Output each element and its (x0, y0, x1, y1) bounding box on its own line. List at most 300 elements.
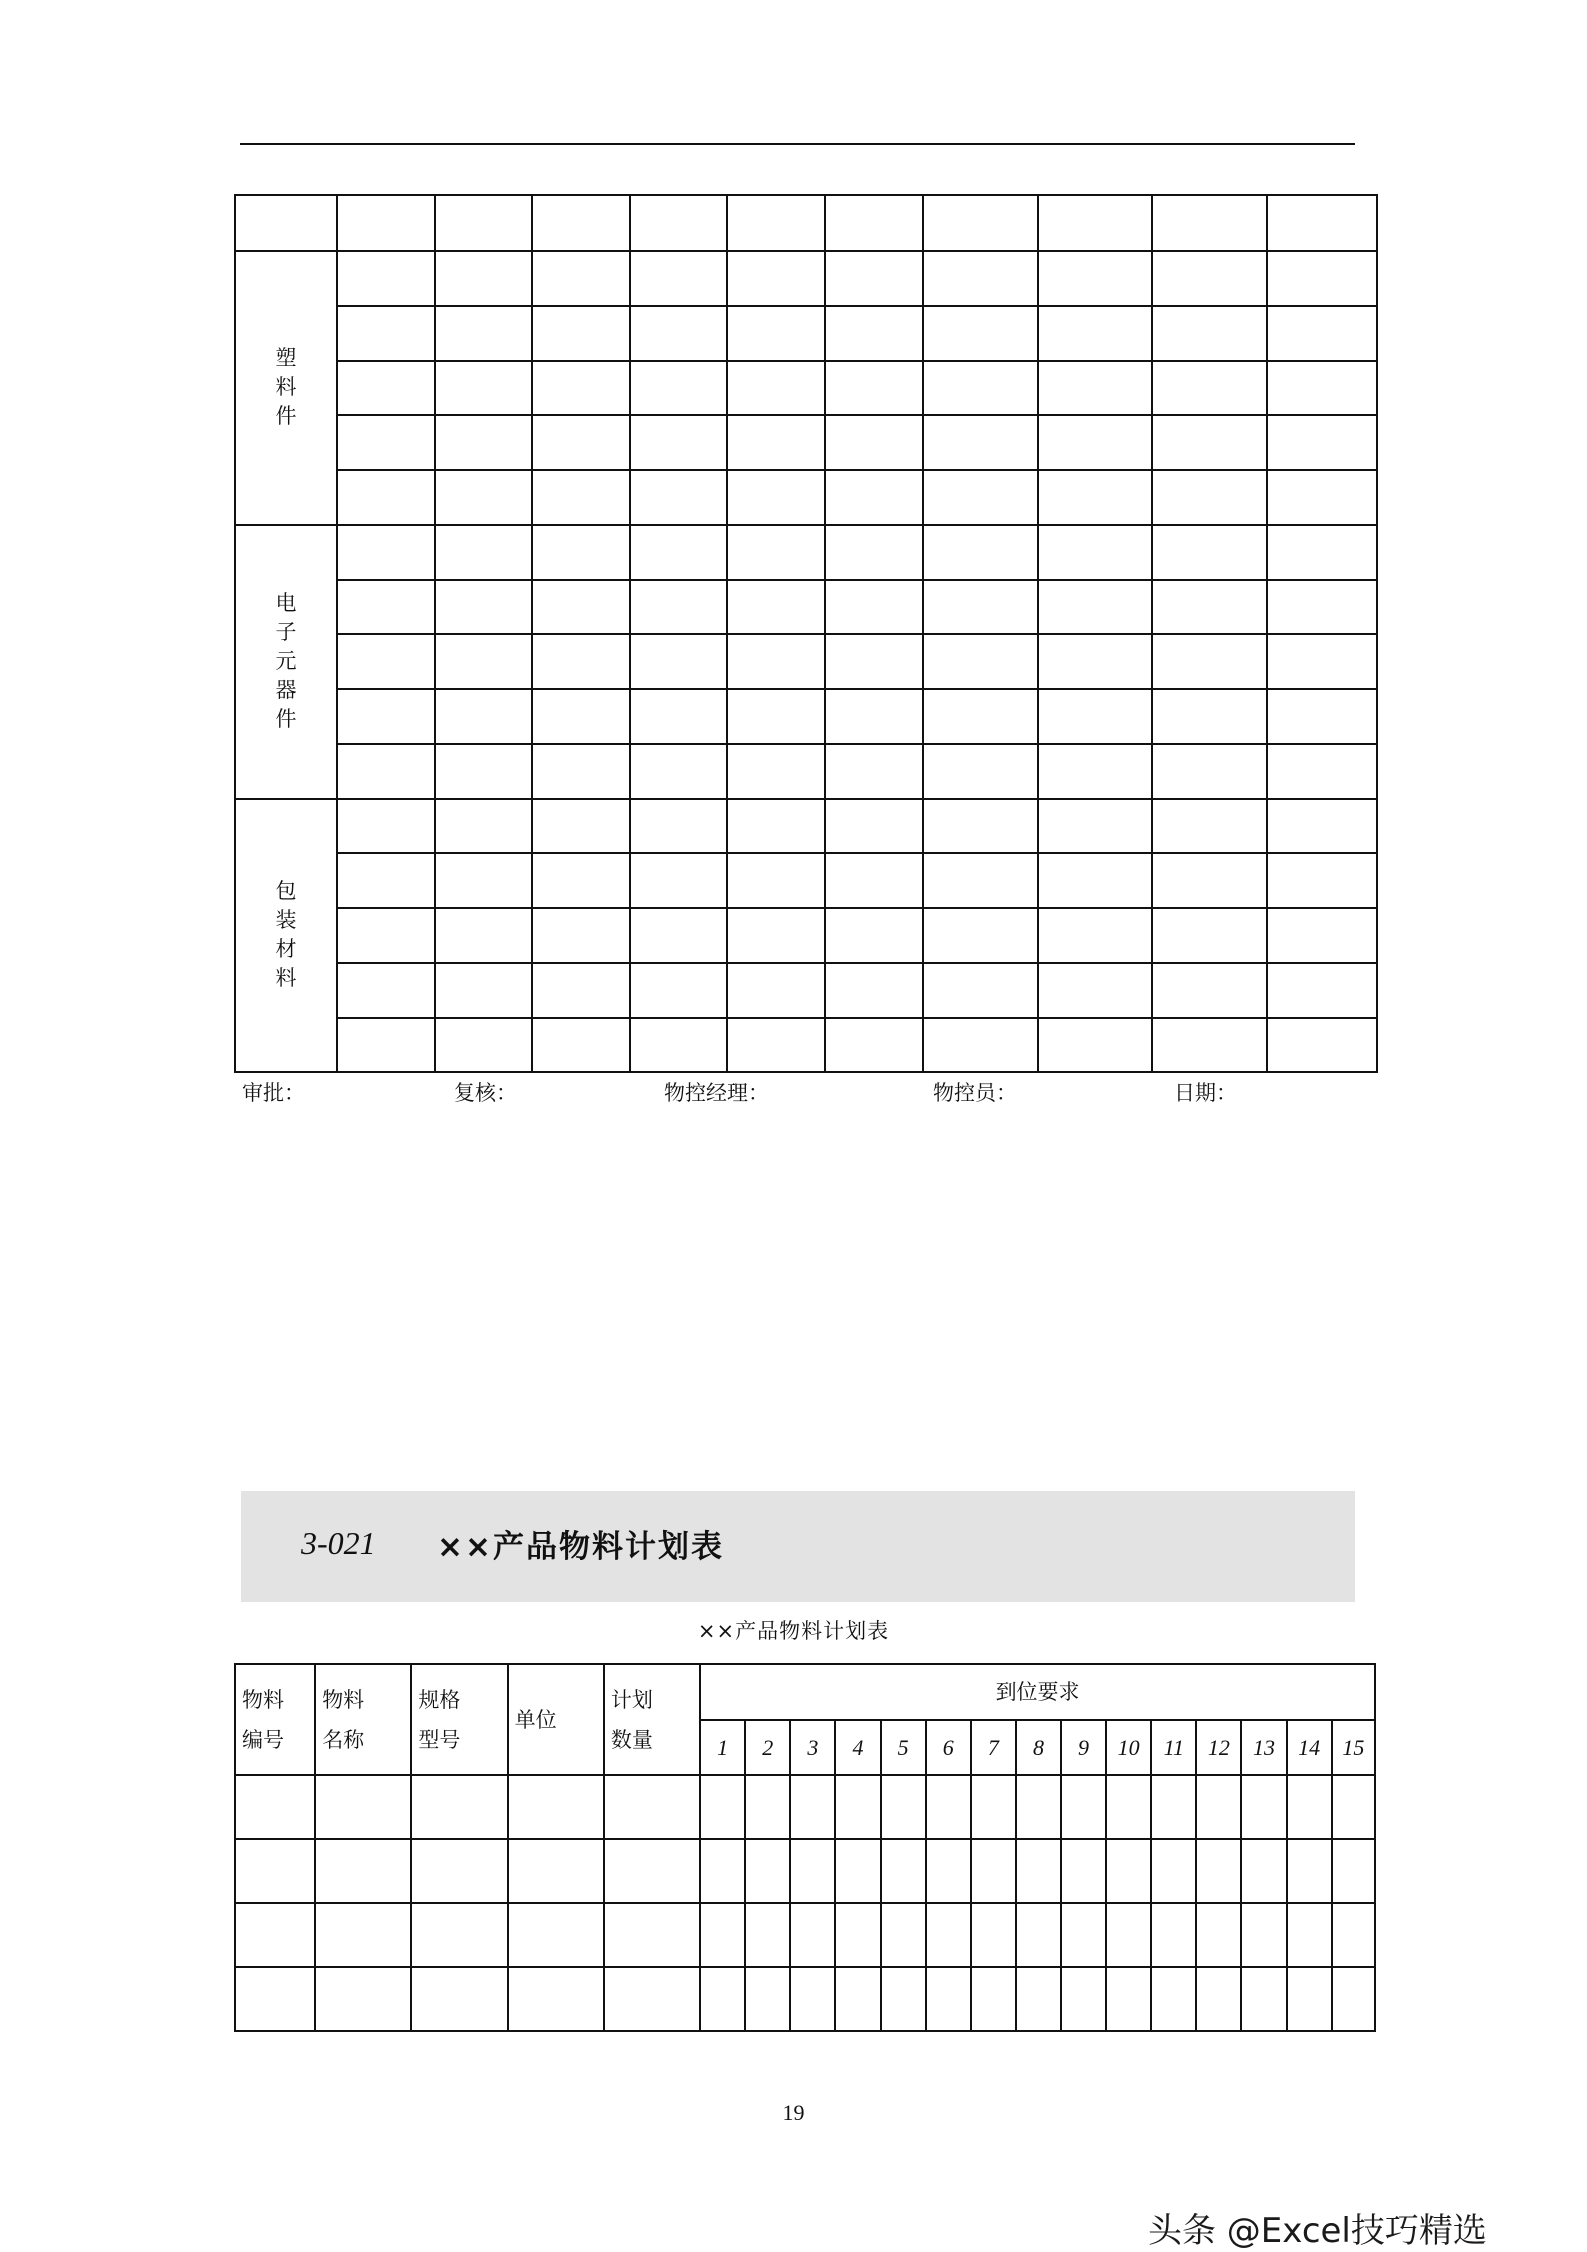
table-cell (745, 1967, 790, 2031)
table-cell (1038, 689, 1152, 744)
table-cell (923, 634, 1038, 689)
table-cell (835, 1775, 880, 1839)
signature-row (0, 1077, 1587, 1109)
table-cell (532, 689, 630, 744)
table-cell (1061, 1775, 1106, 1839)
table-cell (1038, 361, 1152, 416)
table-cell (630, 580, 727, 635)
table-cell (1038, 306, 1152, 361)
table-row (235, 251, 1377, 306)
table-cell (630, 634, 727, 689)
table-cell (1061, 1839, 1106, 1903)
table-cell (1151, 1903, 1196, 1967)
table-cell (1152, 195, 1267, 251)
header-material-no-line1: 物料 (242, 1687, 284, 1712)
table-cell (435, 580, 532, 635)
table-cell (1038, 908, 1152, 963)
table-cell (1267, 1018, 1377, 1073)
table-cell (825, 799, 923, 854)
table-cell (435, 251, 532, 306)
table-cell (337, 1018, 435, 1073)
table-cell (435, 908, 532, 963)
table-cell (1106, 1775, 1151, 1839)
table-cell (315, 1839, 411, 1903)
table-cell (315, 1903, 411, 1967)
table-cell (727, 853, 825, 908)
table-cell (1152, 525, 1267, 580)
table-cell (1241, 1839, 1286, 1903)
table-cell (923, 908, 1038, 963)
table-cell (1152, 853, 1267, 908)
table-cell (1038, 1018, 1152, 1073)
table-cell (1267, 470, 1377, 525)
table-cell (1267, 853, 1377, 908)
table-cell (337, 361, 435, 416)
table-cell (630, 251, 727, 306)
table-cell (1267, 361, 1377, 416)
table-cell (1152, 799, 1267, 854)
table-cell (1267, 689, 1377, 744)
table-cell (700, 1775, 745, 1839)
table-cell (1267, 963, 1377, 1018)
table-cell (1106, 1903, 1151, 1967)
table-cell (630, 525, 727, 580)
table-cell (1267, 306, 1377, 361)
table-cell (315, 1967, 411, 2031)
table-cell (630, 689, 727, 744)
table-row (235, 634, 1377, 689)
table-cell (1106, 1967, 1151, 2031)
table-cell (604, 1903, 700, 1967)
table-cell (532, 470, 630, 525)
header-plan-qty-line1: 计划 (610, 1687, 653, 1712)
table-cell (435, 799, 532, 854)
table-cell (923, 306, 1038, 361)
table-cell (1038, 744, 1152, 799)
header-spec-model (411, 1664, 507, 1775)
category-cell (235, 799, 337, 1073)
header-plan-qty-line2: 数量 (610, 1727, 653, 1752)
table-cell (923, 799, 1038, 854)
table-cell (435, 634, 532, 689)
category-label: 包 装 材 料 (275, 879, 297, 991)
table-cell (604, 1775, 700, 1839)
day-number: 13 (1241, 1720, 1286, 1775)
table-cell (532, 361, 630, 416)
table-cell (923, 853, 1038, 908)
table-cell (435, 744, 532, 799)
table-cell (727, 361, 825, 416)
table-cell (235, 1775, 315, 1839)
day-number: 10 (1106, 1720, 1151, 1775)
table-cell (926, 1839, 971, 1903)
table-cell (1152, 415, 1267, 470)
table-cell (1152, 470, 1267, 525)
table-cell (745, 1775, 790, 1839)
day-number: 11 (1151, 1720, 1196, 1775)
table-cell (1016, 1967, 1061, 2031)
table-cell (411, 1775, 507, 1839)
date-label: 日期： (1174, 1081, 1237, 1105)
watermark: 头条 @Excel技巧精选 (1148, 2211, 1487, 2251)
table-cell (727, 251, 825, 306)
table-cell (235, 1903, 315, 1967)
table-cell (825, 853, 923, 908)
table-cell (825, 415, 923, 470)
table-cell (337, 195, 435, 251)
table-cell (630, 1018, 727, 1073)
table-cell (435, 470, 532, 525)
table-cell (825, 470, 923, 525)
table-row (235, 361, 1377, 416)
table-cell (630, 963, 727, 1018)
table-caption: ××产品物料计划表 (697, 1619, 890, 1643)
table-cell (337, 744, 435, 799)
table-cell (1016, 1775, 1061, 1839)
page-number: 19 (782, 2100, 805, 2125)
table-cell (790, 1903, 835, 1967)
category-label: 电 子 元 器 件 (275, 591, 297, 732)
table-cell (532, 415, 630, 470)
table-cell (1196, 1967, 1241, 2031)
table-cell (745, 1903, 790, 1967)
table-cell (1151, 1775, 1196, 1839)
review-label: 复核： (454, 1081, 517, 1105)
category-cell (235, 525, 337, 799)
table-cell (926, 1967, 971, 2031)
table-cell (435, 306, 532, 361)
table-cell (435, 415, 532, 470)
header-rule (240, 143, 1355, 145)
table-row (235, 799, 1377, 854)
table-cell (923, 580, 1038, 635)
table-cell (337, 799, 435, 854)
table-cell (337, 689, 435, 744)
table-cell (923, 744, 1038, 799)
table-cell (971, 1903, 1016, 1967)
table-cell (790, 1967, 835, 2031)
table-cell (411, 1839, 507, 1903)
material-plan-table (234, 1663, 1376, 2032)
day-number: 8 (1016, 1720, 1061, 1775)
table-cell (1038, 195, 1152, 251)
header-spec-model-line1: 规格 (418, 1687, 461, 1712)
table-cell (926, 1775, 971, 1839)
table-cell (1152, 744, 1267, 799)
table-cell (825, 908, 923, 963)
table-cell (532, 744, 630, 799)
table-cell (1152, 580, 1267, 635)
table-cell (337, 306, 435, 361)
table-cell (923, 195, 1038, 251)
table-cell (790, 1839, 835, 1903)
table-cell (1332, 1967, 1375, 2031)
table-cell (1267, 744, 1377, 799)
category-cell (235, 251, 337, 525)
table-cell (1152, 306, 1267, 361)
table-cell (727, 744, 825, 799)
table-cell (337, 580, 435, 635)
day-number: 7 (971, 1720, 1016, 1775)
day-number: 4 (835, 1720, 880, 1775)
table-cell (337, 634, 435, 689)
table-cell (881, 1775, 926, 1839)
table-row (235, 1018, 1377, 1073)
table-cell (727, 195, 825, 251)
header-material-no-line2: 编号 (242, 1727, 284, 1752)
table-cell (1151, 1967, 1196, 2031)
table-row (235, 963, 1377, 1018)
table-row (235, 1775, 1375, 1839)
table-cell (1038, 415, 1152, 470)
table-cell (881, 1839, 926, 1903)
table-cell (508, 1775, 604, 1839)
table-cell (337, 908, 435, 963)
table-cell (1196, 1775, 1241, 1839)
table-row (235, 1839, 1375, 1903)
day-number: 15 (1332, 1720, 1375, 1775)
table-cell (1106, 1839, 1151, 1903)
table-cell (1241, 1967, 1286, 2031)
table-cell (1267, 195, 1377, 251)
category-label: 塑 料 件 (275, 346, 297, 429)
table-row (235, 908, 1377, 963)
table-cell (435, 195, 532, 251)
table-cell (1152, 689, 1267, 744)
table-row (235, 525, 1377, 580)
table-cell (435, 853, 532, 908)
table-cell (235, 1967, 315, 2031)
table-cell (1038, 963, 1152, 1018)
table-cell (790, 1775, 835, 1839)
day-number: 1 (700, 1720, 745, 1775)
table-cell (1241, 1903, 1286, 1967)
table-cell (1152, 251, 1267, 306)
table-cell (411, 1903, 507, 1967)
header-arrival: 到位要求 (700, 1664, 1375, 1720)
table-cell (825, 525, 923, 580)
table-cell (435, 525, 532, 580)
table-cell (1267, 251, 1377, 306)
table-cell (435, 963, 532, 1018)
table-cell (971, 1967, 1016, 2031)
table-cell (604, 1839, 700, 1903)
day-number: 3 (790, 1720, 835, 1775)
table-cell (337, 963, 435, 1018)
table-cell (835, 1967, 880, 2031)
material-category-table (234, 194, 1378, 1073)
table-cell (630, 415, 727, 470)
header-material-name-line2: 名称 (322, 1727, 365, 1752)
table-cell (532, 799, 630, 854)
table-cell (825, 744, 923, 799)
table-cell (727, 415, 825, 470)
table-cell (508, 1839, 604, 1903)
header-material-name (315, 1664, 411, 1775)
table-cell (825, 634, 923, 689)
header-unit: 单位 (508, 1664, 604, 1775)
table-cell (1267, 415, 1377, 470)
table-cell (923, 470, 1038, 525)
section-banner (241, 1491, 1355, 1602)
table-cell (923, 361, 1038, 416)
table-cell (1016, 1903, 1061, 1967)
table-cell (532, 963, 630, 1018)
table-cell (881, 1903, 926, 1967)
table-cell (923, 689, 1038, 744)
table-cell (825, 361, 923, 416)
table-cell (1016, 1839, 1061, 1903)
table-cell (835, 1839, 880, 1903)
table-cell (1241, 1775, 1286, 1839)
table-cell (700, 1839, 745, 1903)
table-cell (1038, 634, 1152, 689)
day-number: 9 (1061, 1720, 1106, 1775)
clerk-label: 物控员： (933, 1081, 1017, 1105)
table-cell (926, 1903, 971, 1967)
table-cell (235, 195, 337, 251)
table-cell (923, 251, 1038, 306)
table-row (235, 580, 1377, 635)
table-row (235, 470, 1377, 525)
table-cell (971, 1775, 1016, 1839)
table-row (235, 1967, 1375, 2031)
table-cell (1267, 634, 1377, 689)
table-cell (825, 580, 923, 635)
day-number: 14 (1287, 1720, 1332, 1775)
table-cell (630, 470, 727, 525)
table-cell (825, 195, 923, 251)
table-cell (532, 306, 630, 361)
table-cell (1196, 1903, 1241, 1967)
table-cell (235, 1839, 315, 1903)
day-number: 12 (1196, 1720, 1241, 1775)
table-cell (825, 1018, 923, 1073)
table-cell (727, 634, 825, 689)
table-cell (700, 1903, 745, 1967)
table-cell (337, 470, 435, 525)
table-cell (727, 470, 825, 525)
table-cell (435, 1018, 532, 1073)
table-cell (532, 908, 630, 963)
table-cell (337, 251, 435, 306)
table-cell (923, 1018, 1038, 1073)
table-cell (508, 1903, 604, 1967)
table-row (235, 689, 1377, 744)
table-cell (923, 525, 1038, 580)
day-number: 2 (745, 1720, 790, 1775)
table-cell (700, 1967, 745, 2031)
table-cell (1038, 251, 1152, 306)
table-cell (923, 963, 1038, 1018)
table-cell (337, 415, 435, 470)
header-spec-model-line2: 型号 (418, 1727, 461, 1752)
header-plan-qty (604, 1664, 700, 1775)
table-row (235, 1903, 1375, 1967)
day-number: 6 (926, 1720, 971, 1775)
table-cell (532, 1018, 630, 1073)
table-cell (1038, 525, 1152, 580)
table-cell (1038, 470, 1152, 525)
table-cell (1152, 361, 1267, 416)
table-cell (835, 1903, 880, 1967)
table-cell (337, 525, 435, 580)
table-cell (1196, 1839, 1241, 1903)
table-row (235, 744, 1377, 799)
table-cell (1152, 1018, 1267, 1073)
table-cell (630, 799, 727, 854)
table-cell (727, 1018, 825, 1073)
table-cell (1332, 1839, 1375, 1903)
table-cell (532, 195, 630, 251)
table-cell (971, 1839, 1016, 1903)
approve-label: 审批： (242, 1081, 305, 1105)
header-material-name-line1: 物料 (322, 1687, 365, 1712)
table-cell (604, 1967, 700, 2031)
table-cell (435, 689, 532, 744)
table-row (235, 415, 1377, 470)
table-cell (923, 415, 1038, 470)
table-cell (630, 744, 727, 799)
table-cell (630, 306, 727, 361)
table-cell (727, 963, 825, 1018)
table-cell (727, 799, 825, 854)
table-cell (1267, 525, 1377, 580)
table-cell (1332, 1775, 1375, 1839)
table-cell (532, 853, 630, 908)
table-cell (532, 634, 630, 689)
table-cell (1287, 1775, 1332, 1839)
table-cell (1061, 1967, 1106, 2031)
table-cell (1152, 908, 1267, 963)
table-cell (532, 251, 630, 306)
section-title: ××产品物料计划表 (437, 1529, 724, 1565)
table-cell (1038, 580, 1152, 635)
table-cell (337, 853, 435, 908)
table-cell (435, 361, 532, 416)
table-cell (881, 1967, 926, 2031)
header-material-no (235, 1664, 315, 1775)
table-cell (1267, 580, 1377, 635)
table-cell (1287, 1839, 1332, 1903)
table-cell (630, 853, 727, 908)
table-cell (1287, 1903, 1332, 1967)
table-cell (825, 251, 923, 306)
table-row (235, 306, 1377, 361)
table-cell (411, 1967, 507, 2031)
table-cell (1038, 853, 1152, 908)
table-cell (727, 525, 825, 580)
table-row (235, 853, 1377, 908)
table-cell (727, 580, 825, 635)
table-cell (532, 525, 630, 580)
table-cell (630, 908, 727, 963)
table-cell (825, 963, 923, 1018)
manager-label: 物控经理： (664, 1081, 769, 1105)
table-cell (1287, 1967, 1332, 2031)
table-cell (1332, 1903, 1375, 1967)
table-cell (1152, 963, 1267, 1018)
table-cell (727, 689, 825, 744)
table-cell (315, 1775, 411, 1839)
table-cell (1038, 799, 1152, 854)
table-cell (1061, 1903, 1106, 1967)
section-number: 3-021 (301, 1525, 376, 1561)
table-cell (532, 580, 630, 635)
table-cell (727, 306, 825, 361)
table-cell (1267, 908, 1377, 963)
table-cell (727, 908, 825, 963)
